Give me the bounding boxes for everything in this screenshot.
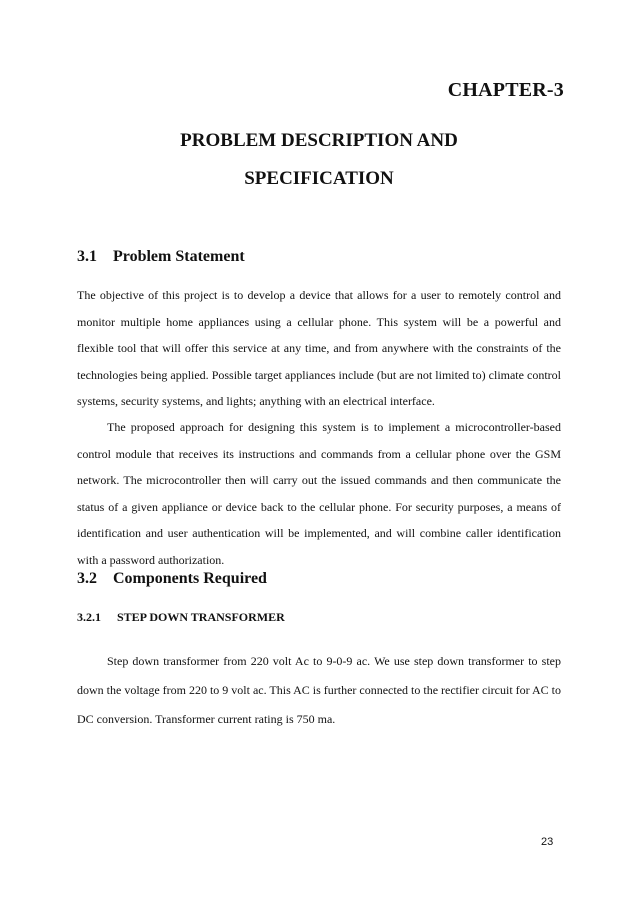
page-number: 23 [541,836,554,848]
chapter-label: CHAPTER-3 [447,79,564,101]
chapter-title-line-2: SPECIFICATION [244,168,394,189]
subsection-title: STEP DOWN TRANSFORMER [117,610,285,624]
section-title: Components Required [113,570,267,587]
problem-statement-paragraph-2: The proposed approach for designing this system is to implement a microcontroller-based control module that receives its instructions and commands from a cellular phone over the GSM network. The microcontroller then will carry out the issued commands and then communicate the status of a given appliance or device back to the cellular phone. For security purposes, a means of identification and user authentication will be implemented, and will combine caller identification with a password authorization. [77,420,561,567]
section-3-1-heading [77,248,245,266]
problem-statement-paragraph-1: The objective of this project is to develop a device that allows for a user to remotely control and monitor multiple home appliances using a cellular phone. This system will be a powerful and flexible tool that will offer this service at any time, and from anywhere with the constraints of the technologies being applied. Possible target appliances include (but are not limited to) climate control systems, security systems, and lights; anything with an electrical interface. [77,288,561,408]
section-3-2-heading [77,570,267,588]
section-number: 3.2 [77,570,97,587]
section-number: 3.1 [77,248,97,265]
subsection-number: 3.2.1 [77,610,101,624]
chapter-title-line-1: PROBLEM DESCRIPTION AND [180,130,458,151]
subsection-3-2-1-heading [77,610,285,625]
transformer-paragraph: Step down transformer from 220 volt Ac to 9-0-9 ac. We use step down transformer to step down the voltage from 220 to 9 volt ac. This AC is further connected to the rectifier circuit for AC to DC conversion. Transformer current rating is 750 ma. [77,654,561,726]
section-title: Problem Statement [113,248,245,265]
